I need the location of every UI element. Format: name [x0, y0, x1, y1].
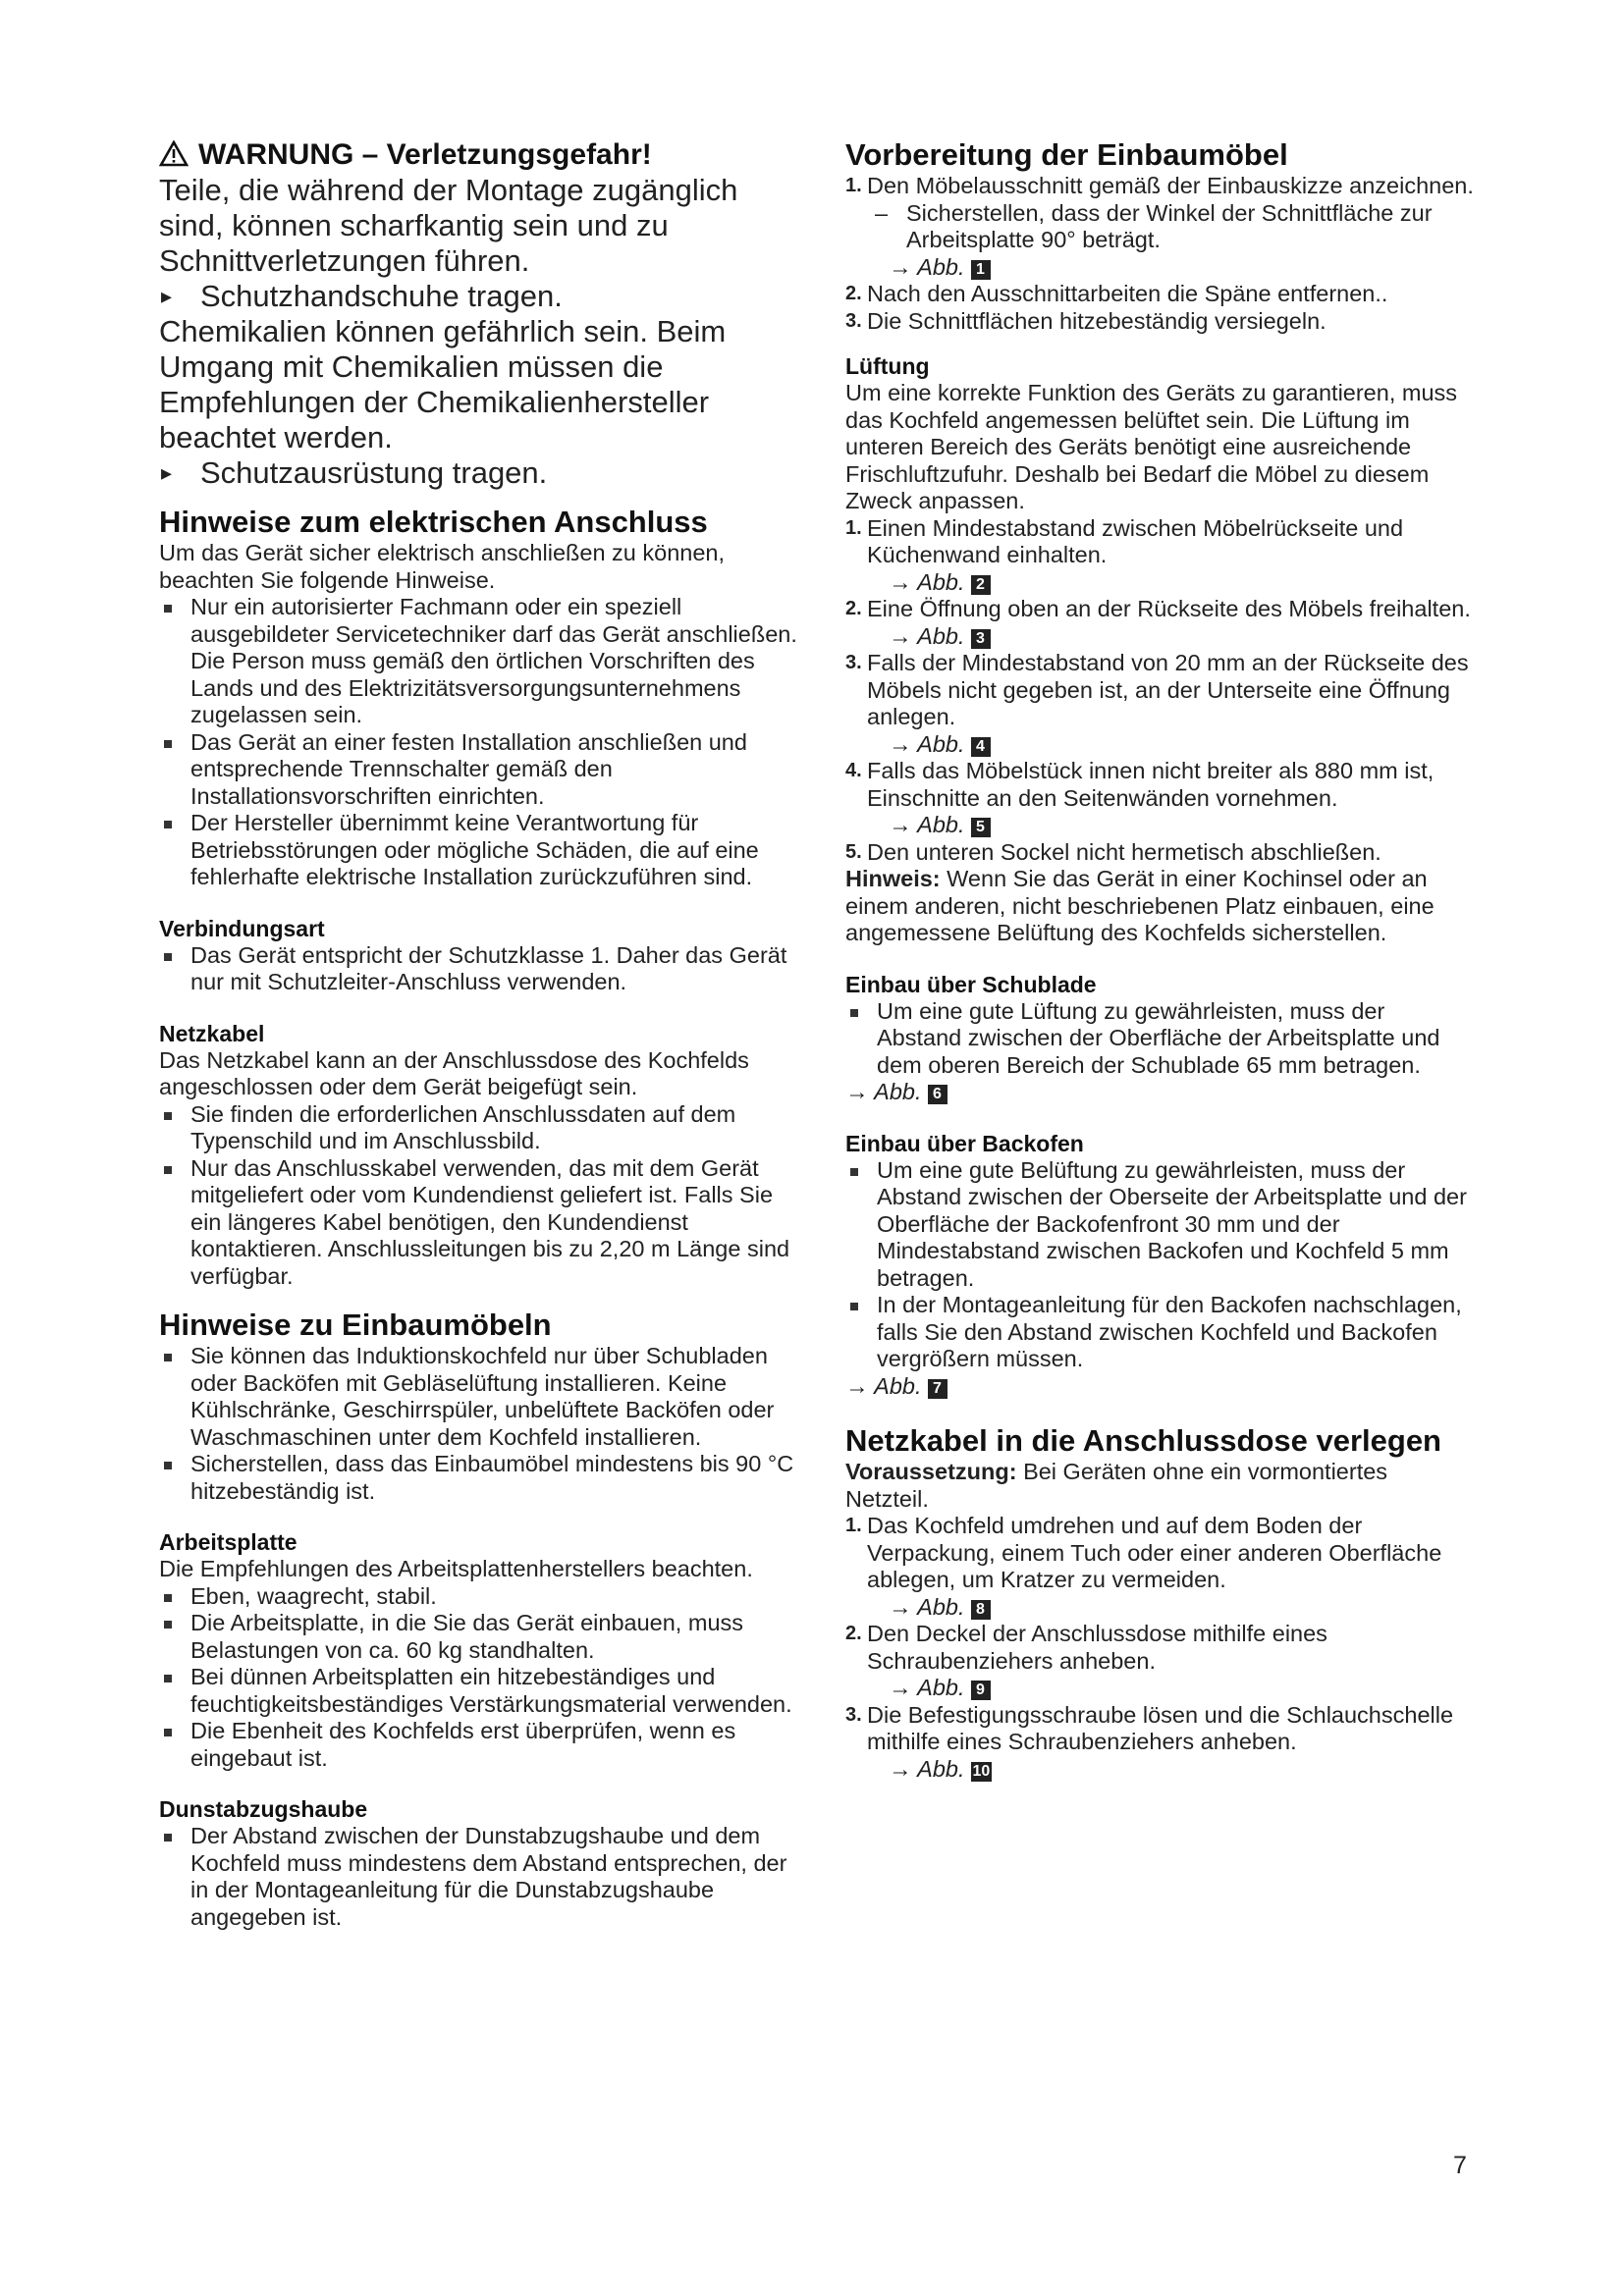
netz-steps — [845, 1513, 1474, 1783]
subheading-arbeitsplatte: Arbeitsplatte — [159, 1529, 298, 1555]
list-item: Der Abstand zwischen der Dunstabzugshaube und dem Kochfeld muss mindestens dem Abstand entsprechen, der in der Montageanleitung für die Dunstabzugshaube angegeben ist. — [159, 1823, 797, 1931]
step-number: 2. — [845, 598, 862, 619]
section-heading-einbau: Hinweise zu Einbaumöbeln — [159, 1308, 552, 1342]
list-item: Sicherstellen, dass das Einbaumöbel mindestens bis 90 °C hitzebeständig ist. — [159, 1451, 797, 1505]
warning-action-list-1 — [159, 279, 797, 314]
elektro-list — [159, 594, 797, 891]
figure-reference: → Abb. 9 — [867, 1675, 1474, 1702]
list-item: Nur das Anschlusskabel verwenden, das mit dem Gerät mitgeliefert oder vom Kundendienst geliefert ist. Falls Sie ein längeres Kabel benötigen, den Kundendienst kontaktieren. Anschlussleitungen bis zu 2,20 m Länge sind verfügbar. — [159, 1155, 797, 1291]
list-item: Sie finden die erforderlichen Anschlussdaten auf dem Typenschild und im Anschlussbild. — [159, 1101, 797, 1155]
step-item: 4. Falls das Möbelstück innen nicht breiter als 880 mm ist, Einschnitte an den Seitenwänden vornehmen. → Abb. 5 — [845, 758, 1474, 839]
figure-badge: 9 — [971, 1681, 991, 1700]
list-item: Sie können das Induktionskochfeld nur über Schubladen oder Backöfen mit Gebläselüftung installieren. Keine Kühlschränke, Geschirrspüler, unbelüftete Backöfen oder Waschmaschinen unter dem Kochfeld installieren. — [159, 1343, 797, 1451]
hint-label: Hinweis: — [845, 866, 941, 891]
figure-reference: → Abb. 1 — [867, 254, 1474, 282]
step-number: 1. — [845, 516, 862, 539]
list-item: Das Gerät entspricht der Schutzklasse 1. Daher das Gerät nur mit Schutzleiter-Anschluss verwenden. — [159, 942, 797, 996]
vorbereitung-steps — [845, 173, 1474, 335]
figure-badge: 2 — [971, 575, 991, 595]
step-item: 1. Einen Mindestabstand zwischen Möbelrückseite und Küchenwand einhalten. → Abb. 2 — [845, 515, 1474, 597]
figure-badge: 4 — [971, 737, 991, 757]
left-column — [159, 137, 797, 1931]
warning-action: ▸ Schutzausrüstung tragen. — [159, 455, 797, 491]
figure-reference: → Abb. 2 — [867, 569, 1474, 597]
warning-heading: WARNUNG – Verletzungsgefahr! — [159, 137, 797, 173]
step-item: 5. Den unteren Sockel nicht hermetisch abschließen. — [845, 838, 1381, 865]
list-item: Die Arbeitsplatte, in die Sie das Gerät einbauen, muss Belastungen von ca. 60 kg standhalten. — [159, 1610, 797, 1664]
sub-step: – Sicherstellen, dass der Winkel der Schnittfläche zur Arbeitsplatte 90° beträgt. — [867, 200, 1474, 254]
list-item: Nur ein autorisierter Fachmann oder ein speziell ausgebildeter Servicetechniker darf das Gerät anschließen. Die Person muss gemäß den örtlichen Vorschriften des Lands und des Elektrizitätsversorgungsunternehmens zugelassen sein. — [159, 594, 797, 729]
figure-reference: → Abb. 8 — [867, 1594, 1474, 1622]
list-item: Um eine gute Lüftung zu gewährleisten, muss der Abstand zwischen der Oberfläche der Arbeitsplatte und dem oberen Bereich der Schublade 65 mm betragen. — [845, 998, 1474, 1080]
step-item: 1. Den Möbelausschnitt gemäß der Einbauskizze anzeichnen. – Sicherstellen, dass der Winkel der Schnittfläche zur Arbeitsplatte 90° beträgt. → Abb. 1 — [845, 173, 1474, 281]
figure-badge: 8 — [971, 1600, 991, 1620]
warning-triangle-icon — [159, 140, 189, 167]
list-item: Eben, waagrecht, stabil. — [159, 1583, 797, 1611]
warning-text-1: Teile, die während der Montage zugänglich sind, können scharfkantig sein und zu Schnittverletzungen führen. — [159, 173, 738, 278]
lueftung-steps — [845, 515, 1474, 867]
figure-badge: 6 — [928, 1085, 947, 1104]
figure-reference: → Abb. 3 — [867, 623, 1474, 651]
list-item: Die Ebenheit des Kochfelds erst überprüfen, wenn es eingebaut ist. — [159, 1718, 797, 1772]
subheading-lueftung: Lüftung — [845, 353, 930, 379]
einbau-list — [159, 1343, 797, 1505]
subheading-schublade: Einbau über Schublade — [845, 971, 1097, 997]
arbeitsplatte-list — [159, 1583, 797, 1773]
figure-reference: → Abb. 10 — [889, 1755, 991, 1782]
page-number: 7 — [1453, 2152, 1467, 2179]
warning-action: ▸ Schutzhandschuhe tragen. — [159, 279, 797, 314]
list-item: In der Montageanleitung für den Backofen nachschlagen, falls Sie den Abstand zwischen Kochfeld und Backofen vergrößern müssen. — [845, 1292, 1474, 1373]
figure-reference: → Abb. 6 — [845, 1079, 1474, 1106]
step-item: 3. Die Befestigungsschraube lösen und die Schlauchschelle mithilfe eines Schraubenziehers anheben. → Abb. 10 — [845, 1702, 1474, 1784]
step-number: 3. — [845, 1703, 862, 1726]
schublade-list — [845, 998, 1474, 1080]
step-item: 1. Das Kochfeld umdrehen und auf dem Boden der Verpackung, einem Tuch oder einer anderen Oberfläche ablegen, um Kratzer zu vermeiden. → Abb. 8 — [845, 1513, 1474, 1621]
step-number: 2. — [845, 283, 862, 304]
figure-badge: 7 — [928, 1379, 947, 1399]
section-heading-netzkabel-verlegen: Netzkabel in die Anschlussdose verlegen — [845, 1423, 1441, 1458]
list-item: Um eine gute Belüftung zu gewährleisten, muss der Abstand zwischen der Oberseite der Arbeitsplatte und der Oberfläche der Backofenfront 30 mm und der Mindestabstand zwischen Backofen und Kochfeld 5 mm betragen. — [845, 1157, 1474, 1293]
step-item: 2. Nach den Ausschnittarbeiten die Späne entfernen.. — [845, 281, 1388, 306]
subheading-netzkabel: Netzkabel — [159, 1020, 265, 1046]
backofen-list — [845, 1157, 1474, 1373]
step-number: 3. — [845, 309, 862, 332]
list-item: Der Hersteller übernimmt keine Verantwortung für Betriebsstörungen oder mögliche Schäden, die auf eine fehlerhafte elektrische Installation zurückzuführen sind. — [159, 810, 797, 891]
elektro-intro: Um das Gerät sicher elektrisch anschließen zu können, beachten Sie folgende Hinweise. — [159, 540, 726, 593]
section-heading-vorbereitung: Vorbereitung der Einbaumöbel — [845, 137, 1288, 172]
figure-badge: 10 — [972, 1762, 991, 1780]
list-item: Das Gerät an einer festen Installation anschließen und entsprechende Trennschalter gemäß den Installationsvorschriften einrichten. — [159, 729, 797, 811]
step-number: 1. — [845, 175, 862, 196]
lueftung-hint: Hinweis: Wenn Sie das Gerät in einer Kochinsel oder an einem anderen, nicht beschriebenen Platz einbauen, eine angemessene Belüftung des Kochfelds sicherstellen. — [845, 866, 1435, 945]
warning-action-list-2 — [159, 455, 797, 491]
precondition-label: Voraussetzung: — [845, 1459, 1017, 1484]
list-item: Bei dünnen Arbeitsplatten ein hitzebeständiges und feuchtigkeitsbeständiges Verstärkungsmaterial verwenden. — [159, 1664, 797, 1718]
warning-text-2: Chemikalien können gefährlich sein. Beim Umgang mit Chemikalien müssen die Empfehlungen der Chemikalienhersteller beachtet werden. — [159, 314, 727, 454]
right-column — [845, 137, 1474, 1783]
step-item: 2. Eine Öffnung oben an der Rückseite des Möbels freihalten. → Abb. 3 — [845, 596, 1474, 650]
subheading-dunstabzugshaube: Dunstabzugshaube — [159, 1796, 368, 1822]
verbindung-list — [159, 942, 797, 996]
figure-badge: 5 — [971, 818, 991, 837]
step-number: 3. — [845, 652, 862, 673]
netzkabel-list — [159, 1101, 797, 1291]
figure-reference: → Abb. 7 — [845, 1373, 1474, 1401]
step-item: 3. Die Schnittflächen hitzebeständig versiegeln. — [845, 307, 1326, 334]
arbeitsplatte-intro: Die Empfehlungen des Arbeitsplattenherstellers beachten. — [159, 1556, 753, 1581]
step-number: 4. — [845, 760, 862, 781]
figure-reference: → Abb. 4 — [867, 731, 1474, 759]
netz-precondition: Voraussetzung: Bei Geräten ohne ein vormontiertes Netzteil. — [845, 1459, 1388, 1512]
subheading-verbindungsart: Verbindungsart — [159, 915, 325, 941]
step-item: 3. Falls der Mindestabstand von 20 mm an der Rückseite des Möbels nicht gegeben ist, an der Unterseite eine Öffnung anlegen. → Abb. 4 — [845, 650, 1474, 758]
netzkabel-intro: Das Netzkabel kann an der Anschlussdose des Kochfelds angeschlossen oder dem Gerät beigefügt sein. — [159, 1046, 749, 1099]
figure-badge: 1 — [971, 260, 991, 280]
step-number: 5. — [845, 840, 862, 863]
subheading-backofen: Einbau über Backofen — [845, 1130, 1084, 1156]
figure-reference: → Abb. 5 — [867, 812, 1474, 839]
step-number: 2. — [845, 1623, 862, 1644]
section-heading-elektro: Hinweise zum elektrischen Anschluss — [159, 505, 708, 539]
step-number: 1. — [845, 1515, 862, 1536]
lueftung-intro: Um eine korrekte Funktion des Geräts zu garantieren, muss das Kochfeld angemessen belüftet sein. Die Lüftung im unteren Bereich des Geräts benötigt eine ausreichende Frischluftzufuhr. Deshalb bei Bedarf die Möbel zu diesem Zweck anpassen. — [845, 380, 1458, 513]
step-item: 2. Den Deckel der Anschlussdose mithilfe eines Schraubenziehers anheben. → Abb. 9 — [845, 1621, 1474, 1702]
figure-badge: 3 — [971, 629, 991, 649]
dunst-list — [159, 1823, 797, 1931]
